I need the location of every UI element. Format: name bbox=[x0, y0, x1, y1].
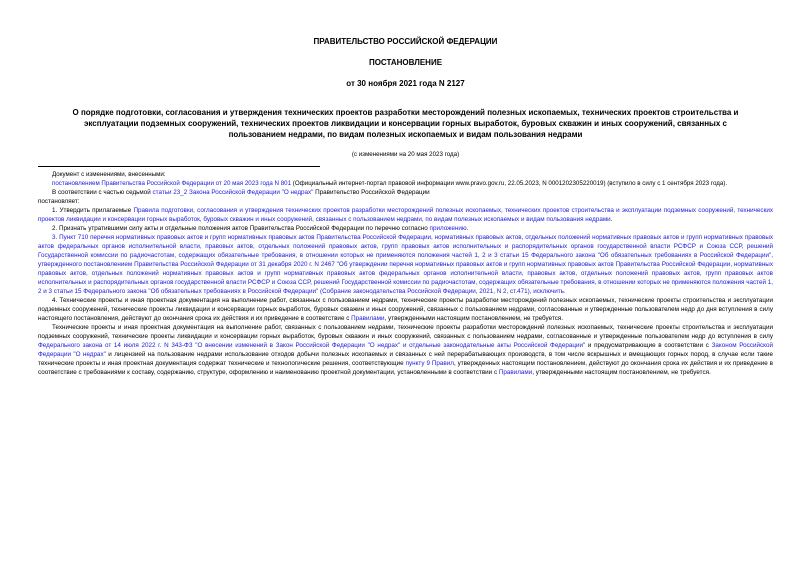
amendments-intro: Документ с изменениями, внесенными: bbox=[52, 171, 166, 178]
basis-text-end: Правительство Российской Федерации bbox=[313, 189, 430, 196]
amendment-source: (Официальный интернет-портал правовой информации www.pravo.gov.ru, 22.05.2023, N 0001202305220019) (вступило в силу с 1 сентября 2023 года). bbox=[291, 180, 728, 187]
amendment-link[interactable]: постановлением Правительства Российской Федерации от 20 мая 2023 года N 801 bbox=[52, 180, 292, 187]
item-5-text-a: Технические проекты и иная проектная документация на выполнение работ, связанных с пользованием недрами, технические проекты разработки месторождений полезных ископаемых, технические проекты строительства и эксплуатации подземных сооружений, технические проекты ликвидации и консервации горных выработок, буровых скважин и иных сооружений, связанных с пользованием недрами, согласованные и утвержденные пользователем недр до вступления в силу bbox=[38, 324, 773, 340]
amendments-details bbox=[38, 179, 773, 188]
legal-basis bbox=[38, 188, 773, 197]
document-type: ПОСТАНОВЛЕНИЕ bbox=[368, 58, 443, 67]
item-2-end: . bbox=[466, 225, 469, 232]
divider bbox=[38, 166, 320, 167]
item-5-text-b: и предусматривающие в соответствии с bbox=[585, 342, 712, 349]
document-date-number: от 30 ноября 2021 года N 2127 bbox=[346, 79, 465, 88]
item-1-text: 1. Утвердить прилагаемые bbox=[52, 207, 134, 214]
document-body bbox=[38, 188, 773, 377]
rules-point-9-link[interactable]: пункту 9 Правил bbox=[405, 360, 454, 367]
item-4 bbox=[38, 296, 773, 323]
item-1-end: . bbox=[610, 216, 613, 223]
item-3[interactable]: 3. Пункт 710 перечня нормативных правовых актов и групп нормативных правовых актов Правительства Российской Федерации, нормативных правовых актов, отдельных положений нормативных правовых актов и групп нормативных правовых актов федеральных органов исполнительной власти, правовых актов, отдельных положений правовых актов, групп правовых актов исполнительных и распорядительных органов государственной власти РСФСР и Союза ССР, решений Государственной комиссии по радиочастотам, содержащих обязательные требования, в отношении которых не применяются положения частей 1, 2 и 3 статьи 15 Федерального закона "Об обязательных требованиях в Российской Федерации", утвержденного постановлением Правительства Российской Федерации от 31 декабря 2020 г. N 2467 "Об утверждении перечня нормативных правовых актов и групп нормативных правовых актов Правительства Российской Федерации, нормативных правовых актов, отдельных положений нормативных правовых актов и групп нормативных правовых актов федеральных органов исполнительной власти, правовых актов, отдельных положений правовых актов, групп правовых актов исполнительных и распорядительных органов государственной власти РСФСР и Союза ССР, решений Государственной комиссии по радиочастотам, содержащих обязательные требования, в отношении которых не применяются положения частей 1, 2 и 3 статьи 15 Федерального закона "Об обязательных требованиях в Российской Федерации" (Собрание законодательства Российской Федерации, 2021, N 2, ст.471), исключить. bbox=[38, 234, 773, 295]
item-2 bbox=[38, 224, 773, 233]
resolves-label: постановляет: bbox=[38, 198, 80, 205]
item-1 bbox=[38, 206, 773, 224]
rules-link-2[interactable]: Правилами bbox=[351, 315, 385, 322]
basis-text: В соответствии с частью седьмой bbox=[52, 189, 153, 196]
item-5-text-c: и лицензией на пользование недрами использование отходов добычи полезных ископаемых и связанных с ней перерабатывающих производств, в том числе вскрышных и вмещающих горных пород, в случае если такие технические проекты и иная проектная документация содержат технические и технологические решения, соответствующие bbox=[38, 351, 773, 367]
item-4-text: 4. Технические проекты и иная проектная документация на выполнение работ, связанных с пользованием недрами, технические проекты разработки месторождений полезных ископаемых, технические проекты строительства и эксплуатации подземных сооружений, технические проекты ликвидации и консервации горных выработок, буровых скважин и иных сооружений, связанных с пользованием недрами, согласованные и утвержденные пользователем недр до дня вступления в силу настоящего постановления, действуют до окончания срока их действия и их приведение в соответствие с bbox=[38, 297, 773, 322]
law-article-link[interactable]: статьи 23_2 Закона Российской Федерации "О недрах" bbox=[152, 189, 314, 196]
document-title: О порядке подготовки, согласования и утверждения технических проектов разработки месторождений полезных ископаемых, технических проектов строительства и эксплуатации подземных сооружений, технических проектов ликвидации и консервации горных выработок, буровых скважин и иных сооружений, связанных с пользованием недрами, по видам полезных ископаемых и видам пользования недрами bbox=[72, 108, 739, 139]
item-2-text: 2. Признать утратившими силу акты и отдельные положения актов Правительства Российской Федерации по перечню согласно bbox=[52, 225, 430, 232]
item-5-text-d: , утвержденных настоящим постановлением, действуют до окончания срока их действия и их приведение в соответствие с требованиями к составу, содержанию, структуре, оформлению и наименованию проектной документации, установленными в соответствии с bbox=[38, 360, 773, 376]
subsoil-law-link[interactable]: Законом Российской Федерации "О недрах" bbox=[38, 342, 773, 358]
rules-link-3[interactable]: Правилами bbox=[498, 369, 533, 376]
federal-law-link[interactable]: Федерального закона от 14 июля 2022 г. N 343-ФЗ "О внесении изменений в Закон Российской Федерации "О недрах" и отдельные законодательные акты Российской Федерации" bbox=[38, 342, 586, 349]
rules-link[interactable]: Правила подготовки, согласования и утверждения технических проектов разработки месторождений полезных ископаемых, технических проектов строительства и эксплуатации подземных сооружений, технических проектов ликвидации и консервации горных выработок, буровых скважин и иных сооружений, связанных с пользованием недрами, по видам полезных ископаемых и видам пользования недрами bbox=[38, 207, 773, 223]
amendments-note bbox=[38, 170, 773, 188]
revision-subtitle: (с изменениями на 20 мая 2023 года) bbox=[351, 151, 460, 158]
item-4-end: , утвержденными настоящим постановлением, не требуется. bbox=[384, 315, 563, 322]
item-5-text-e: , утвержденными настоящим постановлением, не требуется. bbox=[532, 369, 711, 376]
appendix-link[interactable]: приложению bbox=[429, 225, 467, 232]
item-5 bbox=[38, 323, 773, 377]
government-name: ПРАВИТЕЛЬСТВО РОССИЙСКОЙ ФЕДЕРАЦИИ bbox=[313, 37, 498, 46]
